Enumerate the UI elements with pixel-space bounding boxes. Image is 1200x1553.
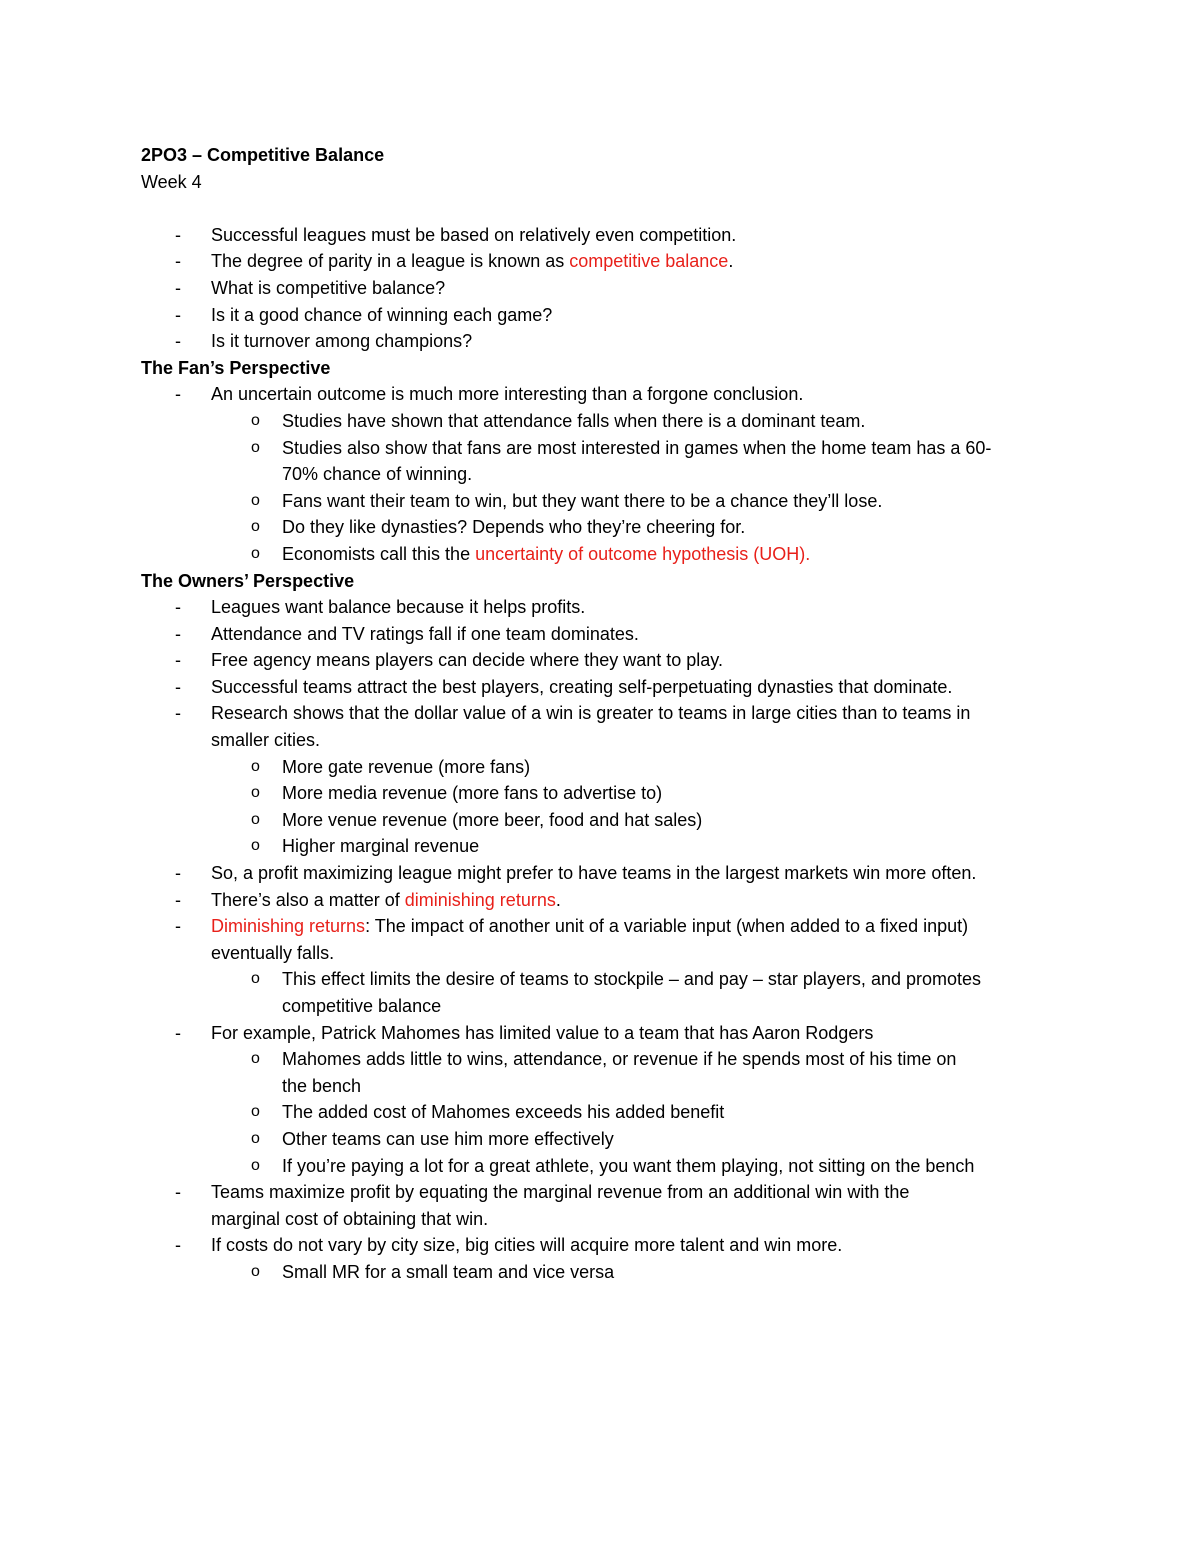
sub-list-item-text: If you’re paying a lot for a great athlete, you want them playing, not sitting on the bench bbox=[282, 1155, 975, 1176]
sub-list-item-text: the bench bbox=[282, 1075, 362, 1096]
bullet-marker: o bbox=[251, 491, 260, 509]
sub-list-item bbox=[141, 435, 1081, 462]
list-item-text: marginal cost of obtaining that win. bbox=[211, 1208, 489, 1229]
sub-list-item bbox=[141, 1126, 1081, 1153]
list-item bbox=[141, 1020, 1081, 1047]
list-item bbox=[141, 222, 1081, 249]
sub-list-item bbox=[141, 1153, 1081, 1180]
sub-list-item bbox=[141, 408, 1081, 435]
bullet-marker: o bbox=[251, 1129, 260, 1147]
list-item-text: Attendance and TV ratings fall if one team dominates. bbox=[211, 623, 639, 644]
dash-marker: - bbox=[175, 916, 181, 937]
bullet-marker: o bbox=[251, 837, 260, 855]
sub-list-item-text: More media revenue (more fans to advertise to) bbox=[282, 783, 663, 804]
highlighted-term: diminishing returns bbox=[404, 889, 556, 910]
section-heading-owners: The Owners’ Perspective bbox=[141, 570, 355, 591]
bullet-marker: o bbox=[251, 1156, 260, 1174]
list-item bbox=[141, 647, 1081, 674]
list-item-text: . bbox=[728, 251, 734, 272]
list-item-text: If costs do not vary by city size, big cities will acquire more talent and win more. bbox=[211, 1235, 843, 1256]
list-item-text: eventually falls. bbox=[211, 942, 335, 963]
document-subtitle: Week 4 bbox=[141, 171, 202, 192]
sub-list-item bbox=[141, 780, 1081, 807]
dash-marker: - bbox=[175, 277, 181, 298]
bullet-marker: o bbox=[251, 784, 260, 802]
list-item-text: The degree of parity in a league is known as bbox=[211, 251, 570, 272]
dash-marker: - bbox=[175, 251, 181, 272]
list-item-text: Research shows that the dollar value of a win is greater to teams in large cities than to teams in bbox=[211, 703, 971, 724]
sub-list-item-text: More gate revenue (more fans) bbox=[282, 756, 531, 777]
highlighted-term: competitive balance bbox=[569, 251, 729, 272]
list-item-text: Successful teams attract the best players, creating self-perpetuating dynasties that dominate. bbox=[211, 676, 953, 697]
dash-marker: - bbox=[175, 623, 181, 644]
list-item bbox=[141, 621, 1081, 648]
dash-marker: - bbox=[175, 889, 181, 910]
dash-marker: - bbox=[175, 1235, 181, 1256]
bullet-marker: o bbox=[251, 1050, 260, 1068]
sub-list-item-text: The added cost of Mahomes exceeds his added benefit bbox=[282, 1102, 725, 1123]
list-item bbox=[141, 328, 1081, 355]
list-item-text: What is competitive balance? bbox=[211, 277, 446, 298]
bullet-marker: o bbox=[251, 1103, 260, 1121]
list-item-text: smaller cities. bbox=[211, 730, 321, 751]
sub-list-item bbox=[141, 754, 1081, 781]
sub-list-item bbox=[141, 966, 1081, 993]
document-page bbox=[141, 142, 1081, 1286]
list-item bbox=[141, 248, 1081, 275]
highlighted-term: uncertainty of outcome hypothesis (UOH). bbox=[475, 543, 811, 564]
sub-list-item-text: Other teams can use him more effectively bbox=[282, 1128, 614, 1149]
highlighted-term: Diminishing returns bbox=[211, 916, 366, 937]
list-item-text: Free agency means players can decide where they want to play. bbox=[211, 650, 723, 671]
bullet-marker: o bbox=[251, 544, 260, 562]
sub-list-item bbox=[141, 1259, 1081, 1286]
list-item-text: Teams maximize profit by equating the marginal revenue from an additional win with the bbox=[211, 1182, 910, 1203]
sub-list-item-text: Economists call this the bbox=[282, 543, 476, 564]
sub-list-item-text: Higher marginal revenue bbox=[282, 836, 480, 857]
list-item-text: . bbox=[555, 889, 561, 910]
sub-list-item bbox=[141, 1046, 1081, 1073]
list-item-text: For example, Patrick Mahomes has limited value to a team that has Aaron Rodgers bbox=[211, 1022, 874, 1043]
list-item bbox=[141, 275, 1081, 302]
dash-marker: - bbox=[175, 1182, 181, 1203]
dash-marker: - bbox=[175, 703, 181, 724]
dash-marker: - bbox=[175, 650, 181, 671]
bullet-marker: o bbox=[251, 970, 260, 988]
sub-list-item-text: More venue revenue (more beer, food and hat sales) bbox=[282, 809, 703, 830]
list-item bbox=[141, 860, 1081, 887]
list-item-text: An uncertain outcome is much more interesting than a forgone conclusion. bbox=[211, 384, 804, 405]
sub-list-item-text: Studies also show that fans are most interested in games when the home team has a 60- bbox=[282, 437, 992, 458]
sub-list-item bbox=[141, 541, 1081, 568]
bullet-marker: o bbox=[251, 1262, 260, 1280]
sub-list-item-text: This effect limits the desire of teams to stockpile – and pay – star players, and promotes bbox=[282, 969, 982, 990]
list-item bbox=[141, 674, 1081, 701]
list-item-continuation bbox=[141, 1206, 1081, 1233]
sub-list-item-text: 70% chance of winning. bbox=[282, 464, 473, 485]
bullet-marker: o bbox=[251, 810, 260, 828]
list-item-text: Is it a good chance of winning each game? bbox=[211, 304, 553, 325]
list-item bbox=[141, 302, 1081, 329]
sub-list-item bbox=[141, 833, 1081, 860]
sub-list-item bbox=[141, 1099, 1081, 1126]
bullet-marker: o bbox=[251, 438, 260, 456]
list-item bbox=[141, 1179, 1081, 1206]
dash-marker: - bbox=[175, 863, 181, 884]
list-item-text: : The impact of another unit of a variable input (when added to a fixed input) bbox=[365, 916, 969, 937]
sub-list-item bbox=[141, 807, 1081, 834]
sub-list-item-text: Small MR for a small team and vice versa bbox=[282, 1261, 615, 1282]
dash-marker: - bbox=[175, 304, 181, 325]
list-item-text: Successful leagues must be based on relatively even competition. bbox=[211, 224, 737, 245]
section-heading-fans: The Fan’s Perspective bbox=[141, 357, 331, 378]
sub-list-item bbox=[141, 514, 1081, 541]
bullet-marker: o bbox=[251, 757, 260, 775]
list-item bbox=[141, 887, 1081, 914]
list-item-text: Leagues want balance because it helps profits. bbox=[211, 597, 586, 618]
sub-list-item-text: Do they like dynasties? Depends who they’re cheering for. bbox=[282, 517, 746, 538]
list-item-continuation bbox=[141, 727, 1081, 754]
sub-list-item-text: competitive balance bbox=[282, 996, 442, 1016]
dash-marker: - bbox=[175, 224, 181, 245]
blank-line bbox=[141, 195, 1081, 222]
list-item-text: So, a profit maximizing league might prefer to have teams in the largest markets win more often. bbox=[211, 863, 977, 884]
sub-list-item-text: Studies have shown that attendance falls when there is a dominant team. bbox=[282, 410, 866, 431]
list-item bbox=[141, 594, 1081, 621]
dash-marker: - bbox=[175, 384, 181, 405]
dash-marker: - bbox=[175, 331, 181, 352]
dash-marker: - bbox=[175, 1022, 181, 1043]
list-item-continuation bbox=[141, 940, 1081, 967]
list-item bbox=[141, 381, 1081, 408]
bullet-marker: o bbox=[251, 518, 260, 536]
dash-marker: - bbox=[175, 597, 181, 618]
sub-list-item-continuation bbox=[141, 461, 1081, 488]
list-item bbox=[141, 700, 1081, 727]
dash-marker: - bbox=[175, 676, 181, 697]
list-item bbox=[141, 913, 1081, 940]
sub-list-item bbox=[141, 488, 1081, 515]
list-item-text: Is it turnover among champions? bbox=[211, 331, 473, 352]
list-item bbox=[141, 1232, 1081, 1259]
bullet-marker: o bbox=[251, 411, 260, 429]
sub-list-item-continuation bbox=[141, 993, 1081, 1020]
sub-list-item-text: Mahomes adds little to wins, attendance, or revenue if he spends most of his time on bbox=[282, 1049, 957, 1070]
sub-list-item-continuation bbox=[141, 1073, 1081, 1100]
sub-list-item-text: Fans want their team to win, but they want there to be a chance they’ll lose. bbox=[282, 490, 883, 511]
document-title: 2PO3 – Competitive Balance bbox=[141, 145, 385, 165]
list-item-text: There’s also a matter of bbox=[211, 889, 405, 910]
